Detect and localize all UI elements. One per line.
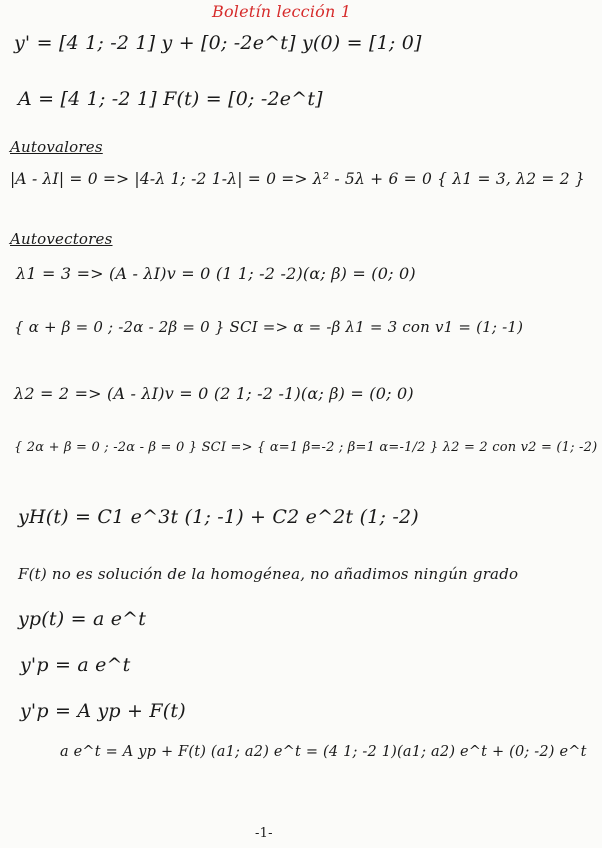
lambda1-equation: λ1 = 3 => (A - λI)v = 0 (1 1; -2 -2)(α; β) = (0; 0) bbox=[16, 264, 416, 283]
characteristic-equation: |A - λI| = 0 => |4-λ 1; -2 1-λ| = 0 => λ² - 5λ + 6 = 0 { λ1 = 3, λ2 = 2 } bbox=[10, 170, 585, 188]
lambda1-system: { α + β = 0 ; -2α - 2β = 0 } SCI => α = -β λ1 = 3 con v1 = (1; -1) bbox=[14, 318, 524, 336]
lambda2-system: { 2α + β = 0 ; -2α - β = 0 } SCI => { α=1 β=-2 ; β=1 α=-1/2 } λ2 = 2 con v2 = (1; -2) bbox=[14, 440, 598, 455]
lambda2-equation: λ2 = 2 => (A - λI)v = 0 (2 1; -2 -1)(α; β) = (0; 0) bbox=[14, 384, 414, 403]
particular-equation: y'p = A yp + F(t) bbox=[20, 700, 186, 722]
eigenvectors-heading: Autovectores bbox=[10, 230, 113, 248]
homogeneous-solution: yH(t) = C1 e^3t (1; -1) + C2 e^2t (1; -2) bbox=[18, 506, 419, 528]
substitution-equation: a e^t = A yp + F(t) (a1; a2) e^t = (4 1; -2 1)(a1; a2) e^t + (0; -2) e^t bbox=[60, 744, 587, 760]
particular-solution: yp(t) = a e^t bbox=[18, 608, 147, 630]
page-number: -1- bbox=[255, 826, 273, 841]
page-title: Boletín lección 1 bbox=[212, 2, 352, 21]
system-equation: y' = [4 1; -2 1] y + [0; -2e^t] y(0) = [1; 0] bbox=[14, 32, 422, 54]
particular-derivative: y'p = a e^t bbox=[20, 654, 131, 676]
matrix-definitions: A = [4 1; -2 1] F(t) = [0; -2e^t] bbox=[18, 88, 323, 110]
eigenvalues-heading: Autovalores bbox=[10, 138, 103, 156]
note-text: F(t) no es solución de la homogénea, no añadimos ningún grado bbox=[18, 565, 519, 583]
